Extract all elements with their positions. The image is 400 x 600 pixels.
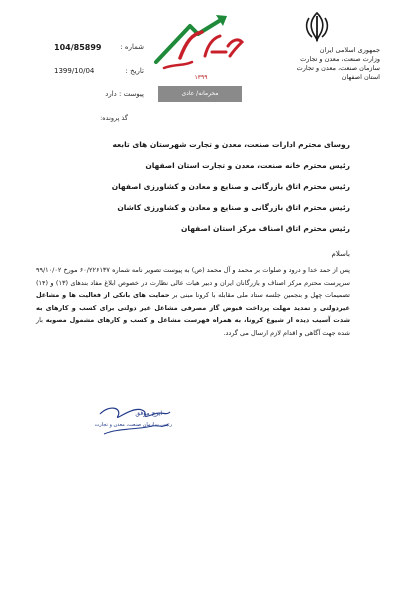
recipient: رئیس محترم خانه صنعت، معدن و تجارت استان اصفهان (145, 161, 350, 170)
body-text-3: بار شده جهت آگاهی و اقدام لازم ارسال می گردد. (36, 316, 350, 337)
body-text-2: و (310, 303, 320, 312)
letter-number-label: شماره : (120, 43, 144, 51)
iran-emblem-icon (300, 10, 334, 44)
letter-number: 104/85899 (54, 43, 102, 52)
recipient: رئیس محترم اتاق بازرگانی و صنایع و معادن و کشاورزی اصفهان (111, 182, 350, 191)
body-emphasis-1: حمایت های بانکی از فعالیت ها و مشاغل غیردولتی (36, 291, 350, 312)
greeting: باسلام (331, 250, 350, 258)
classification-bar: محرمانه/ عادی (158, 86, 242, 102)
letter-date-label: تاریخ : (125, 67, 144, 75)
signatory-name: ایرج موفق (135, 410, 162, 417)
recipient: رئیس محترم اتاق اصناف مرکز استان اصفهان (181, 224, 350, 233)
slogan-year: ۱۳۹۹ (194, 74, 208, 81)
body-text-1: پس از حمد خدا و درود و صلوات بر محمد و آل محمد (ص) به پیوست تصویر نامه شماره ۶۰/۲۲۶۱۳۷ مورخ ۹۹/۱۰/۰۲ سرپرست محترم مرکز اصناف و بازرگانان ایران و دبیر هیات عالی نظارت در خصوص ابلاغ مفاد بندهای (۱۳) و (۱۴) تصمیمات چهل و بنجمین جلسه ستاد ملی مقابله با کرونا مبنی بر (36, 266, 350, 299)
signature-block (92, 400, 176, 460)
recipient: رئیس محترم اتاق بازرگانی و صنایع و معادن و کشاورزی کاشان (117, 203, 350, 212)
attachment-label: پیوست : دارد (105, 90, 144, 98)
attachment-row (54, 90, 144, 102)
recipient: روسای محترم ادارات صنعت، معدن و تجارت شهرستان های تابعه (112, 140, 350, 149)
recipients-list (50, 138, 350, 243)
body-emphasis-2: تمدید مهلت پرداخت قبوض گاز مصرفی مشاغل غیر دولتی برای کسب و کارهای به شدت آسیب دیده از شیوع کرونا، به همراه فهرست مشاغل و کسب و کارهای مشمول مصوبه (36, 303, 350, 324)
letter-date-row (54, 67, 144, 79)
reference-label: گذ پرونده: (100, 114, 128, 122)
letter-number-row (54, 43, 144, 55)
signatory-title: رئیس سازمان صنعت، معدن و تجارت (94, 422, 172, 428)
letter-body (36, 264, 350, 339)
slogan-logo (150, 12, 248, 74)
letter-date: 1399/10/04 (54, 67, 95, 75)
ministry-name: جمهوری اسلامی ایران وزارت صنعت، معدن و تجارت سازمان صنعت، معدن و تجارت استان اصفهان (296, 46, 380, 81)
